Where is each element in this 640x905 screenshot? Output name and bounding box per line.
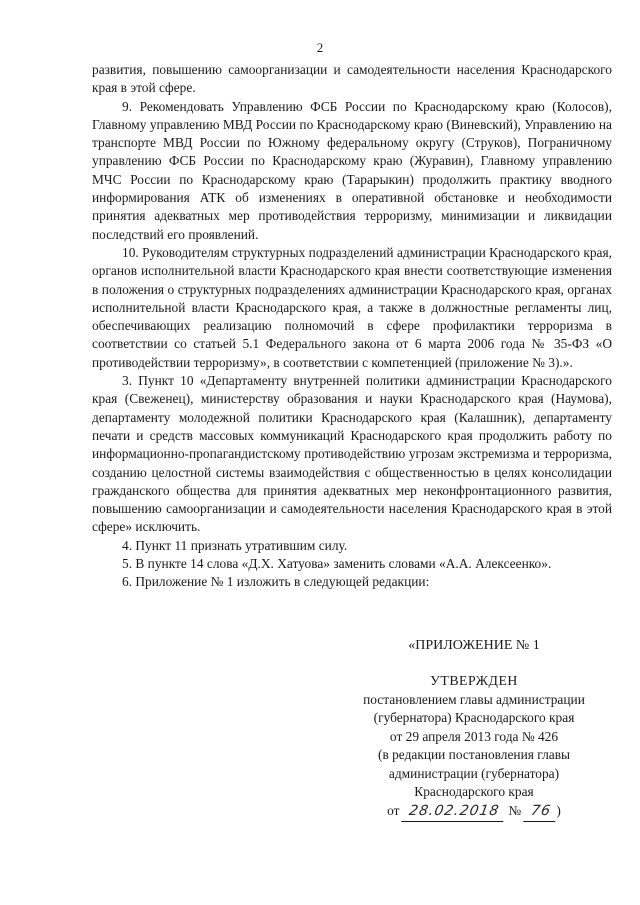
approval-line-5: администрации (губернатора) [388,765,560,781]
sign-number-prefix: № [508,802,522,818]
approval-line-4: (в редакции постановления главы [377,747,571,762]
approved-heading: УТВЕРЖДЕН [430,673,518,688]
paragraph-item-9: 9. Рекомендовать Управлению ФСБ России по Краснодарскому краю (Колосов), Главному управлению МВД России по Краснодарскому краю (Виневский), Управлению на транспорте МВД России по Южному федеральному округу (Струков), Пограничному управлению ФСБ России по Краснодарскому краю (Журавин), Главному управлению МЧС России по Краснодарскому краю (Тарарыкин) продолжить практику вводного информирования АТК об изменениях в оперативной обстановке и необходимости принятия адекватных мер противодействия терроризму, минимизации и ликвидации последствий его проявлений. [92,98,612,242]
paragraph-point-4: 4. Пункт 11 признать утратившим силу. [122,537,348,553]
document-body [92,61,612,592]
paragraph-point-5: 5. В пункте 14 слова «Д.Х. Хатуова» заменить словами «А.А. Алексеенко». [122,556,552,572]
handwritten-number: 76 [523,802,558,822]
appendix-label: «ПРИЛОЖЕНИЕ № 1 [408,638,540,653]
approval-line-3: от 29 апреля 2013 года № 426 [389,728,559,744]
handwritten-date: 28.02.2018 [401,802,507,822]
page-number: 2 [316,40,324,55]
paragraph-item-10: 10. Руководителям структурных подразделений администрации Краснодарского края, органов исполнительной власти Краснодарского края внести соответствующие изменения в положения о структурных подразделениях администрации Краснодарского края, органах исполнительной власти Краснодарского края, а также в должностные регламенты лиц, обеспечивающих реализацию полномочий в сфере профилактики терроризма в соответствии со статьей 5.1 Федерального закона от 6 марта 2006 года № 35-ФЗ «О противодействии терроризму», в соответствии с компетенцией (приложение № 3).». [92,244,612,370]
paragraph-point-6: 6. Приложение № 1 изложить в следующей редакции: [122,574,430,590]
approval-line-6: Краснодарского края [414,784,534,799]
approval-block [344,672,604,821]
approval-line-1: постановлением главы администрации [363,691,585,707]
sign-suffix: ) [556,802,561,818]
paragraph-point-3: 3. Пункт 10 «Департаменту внутренней политики администрации Краснодарского края (Свеженец), министерству образования и науки Краснодарского края (Наумова), департаменту молодежной политики Краснодарского края (Калашник), департаменту печати и средств массовых коммуникаций Краснодарского края продолжить работу по информационно-пропагандистскому противодействию угрозам экстремизма и терроризма, созданию целостной системы взаимодействия с общественностью в целях консолидации гражданского общества для принятия адекватных мер неконфронтационного развития, повышению самоорганизации и самодеятельности населения Краснодарского края в этой сфере» исключить. [92,373,612,535]
approval-line-2: (губернатора) Краснодарского края [373,710,575,725]
signature-date-line [344,802,604,822]
paragraph-continuation: развития, повышению самоорганизации и самодеятельности населения Краснодарского края в этой сфере. [92,62,612,96]
sign-prefix: от [387,802,400,818]
